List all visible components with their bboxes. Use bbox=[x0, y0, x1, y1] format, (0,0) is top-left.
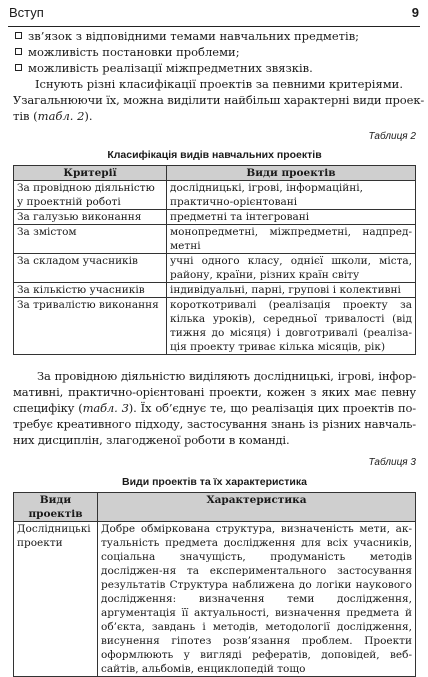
column-header: Види проектів bbox=[167, 165, 416, 180]
table-header-row bbox=[14, 492, 416, 521]
paragraph-leading-activity: За провідною діяльністю виділяють дослідницькі, ігрові, інфор-мативні, практично-орієнтовані проекти, кожен з яких має певну специфіку (табл. 3). Їх об’єднує те, що реалізація цих проектів по-требує креативного підходу, застосування знань із різних навчаль-них дисциплін, злагодженої роботи в команді. bbox=[13, 368, 416, 448]
square-bullet-icon bbox=[15, 48, 22, 55]
table-cell: монопредметні, міжпредметні, надпред-метні bbox=[167, 224, 416, 253]
running-header bbox=[8, 0, 420, 27]
table-reference: табл. 3 bbox=[82, 401, 129, 416]
table-reference: табл. 2 bbox=[37, 109, 85, 124]
table-cell: За галузью виконання bbox=[14, 209, 167, 224]
table-row bbox=[14, 297, 416, 354]
page-content bbox=[13, 28, 425, 677]
table-row bbox=[14, 282, 416, 297]
table-cell: індивідуальні, парні, групові і колективні bbox=[167, 282, 416, 297]
table-label: Таблиця 3 bbox=[368, 456, 416, 468]
table-cell: За складом учасників bbox=[14, 253, 167, 282]
column-header: Види проектів bbox=[14, 492, 98, 521]
table-row bbox=[14, 521, 416, 676]
list-item: можливість постановки проблеми; bbox=[13, 44, 416, 60]
list-item: зв’язок з відповідними темами навчальних предметів; bbox=[13, 28, 416, 44]
table-cell: За провідною діяльністю у проектній роботі bbox=[14, 180, 167, 209]
table-title: Види проектів та їх характеристика bbox=[122, 475, 307, 488]
table-cell: предметні та інтегровані bbox=[167, 209, 416, 224]
table-cell: учні одного класу, однієї школи, міста, району, країни, різних країн світу bbox=[167, 253, 416, 282]
table-cell: короткотривалі (реалізація проекту за кілька уроків), середньої тривалості (від тижня до місяця) і довготривалі (реаліза-ція проекту триває кілька місяців, рік) bbox=[167, 297, 416, 354]
table-cell: За змістом bbox=[14, 224, 167, 253]
section-title: Вступ bbox=[9, 5, 44, 20]
table-cell: За тривалістю виконання bbox=[14, 297, 167, 354]
table-cell: Дослідницькі проекти bbox=[14, 521, 98, 676]
column-header: Характеристика bbox=[98, 492, 416, 521]
table-header-row bbox=[14, 165, 416, 180]
square-bullet-icon bbox=[15, 32, 22, 39]
list-item: можливість реалізації міжпредметних звязків. bbox=[13, 60, 416, 76]
table-row bbox=[14, 209, 416, 224]
paragraph-classifications: Існують різні класифікації проектів за певними критеріями. Узагальнюючи їх, можна виділити найбільш характерні види проек- тів (табл. 2). bbox=[13, 77, 425, 124]
table-cell: Добре обміркована структура, визначеність мети, ак-туальність предмета дослідження для всіх учасників, соціальна значущість, продуманість методів досліджен-ня та експериментального застосування результатів Структура наближена до логіки наукового дослідження: визначення теми дослідження, аргументація її актуальності, визначення предмета й об’єкта, завдань і методів, методології дослідження, висунення гіпотез розв’язання проблем. Проекти оформлюють у вигляді рефератів, доповідей, веб-сайтів, альбомів, енциклопедій тощо bbox=[98, 521, 416, 676]
classification-table bbox=[13, 165, 416, 355]
table-row bbox=[14, 253, 416, 282]
bullet-list bbox=[13, 28, 416, 76]
table-label: Таблиця 2 bbox=[368, 130, 416, 142]
square-bullet-icon bbox=[15, 64, 22, 71]
page-number: 9 bbox=[411, 5, 419, 20]
table-cell: За кількістю учасників bbox=[14, 282, 167, 297]
column-header: Критерії bbox=[14, 165, 167, 180]
project-types-table bbox=[13, 492, 416, 677]
table-title: Класифікація видів навчальних проектів bbox=[107, 148, 322, 161]
table-cell: дослідницькі, ігрові, інформаційні, практично-орієнтовані bbox=[167, 180, 416, 209]
table-row bbox=[14, 224, 416, 253]
table-row bbox=[14, 180, 416, 209]
